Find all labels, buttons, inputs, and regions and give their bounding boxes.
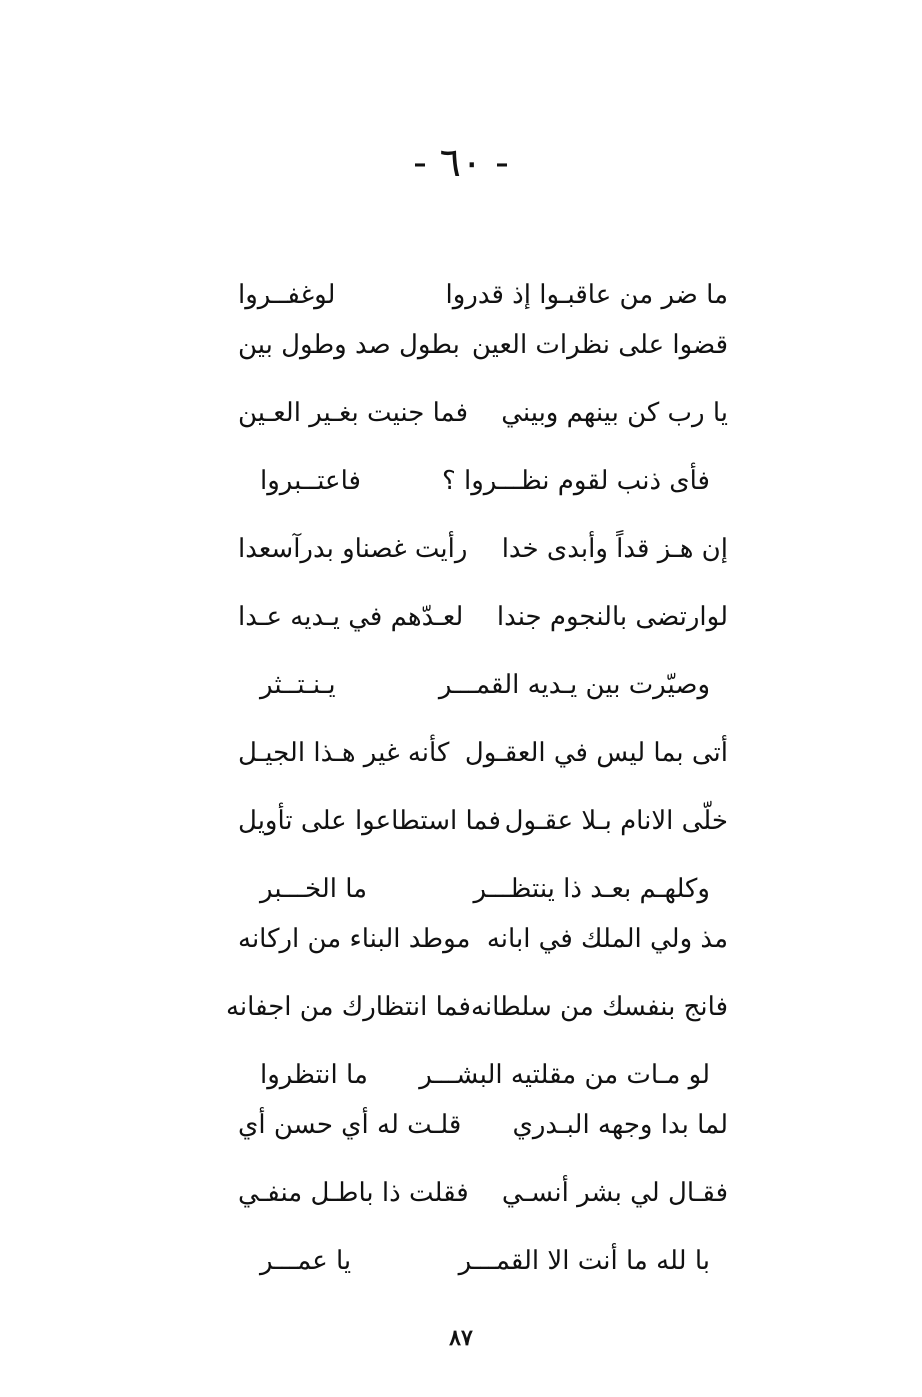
- verse-second-hemistich: يـنـتــثر: [260, 670, 336, 700]
- verse-second-hemistich: كأنه غير هـذا الجيـل: [238, 738, 450, 768]
- verse: [225, 982, 728, 1032]
- verse-refrain: [238, 1050, 728, 1100]
- verse-first-hemistich: وكلهـم بعـد ذا ينتظـــر: [473, 874, 710, 904]
- verse-first-hemistich: خلّى الانام بـلا عقـول: [504, 806, 728, 836]
- verse-second-hemistich: ما انتظروا: [260, 1060, 368, 1090]
- poem-number: - ٦٠ -: [413, 140, 509, 186]
- verse: [238, 1100, 728, 1150]
- verse-second-hemistich: فما جنيت بغـير العـين: [238, 398, 469, 428]
- verse: [238, 1168, 728, 1218]
- verse: [238, 270, 728, 320]
- verse: [238, 914, 728, 964]
- verse-second-hemistich: موطد البناء من اركانه: [238, 924, 471, 954]
- verse-first-hemistich: مذ ولي الملك في ابانه: [486, 924, 728, 954]
- verse-first-hemistich: قضوا على نظرات العين: [471, 330, 728, 360]
- verse: [238, 388, 728, 438]
- verse-first-hemistich: ما ضر من عاقبـوا إذ قدروا: [445, 280, 728, 310]
- verse-second-hemistich: فقلت ذا باطـل منفـي: [238, 1178, 469, 1208]
- verse-first-hemistich: أتى بما ليس في العقـول: [464, 738, 728, 768]
- verse-second-hemistich: يا عمـــر: [260, 1246, 352, 1276]
- verse-first-hemistich: فقـال لي بشر أنسـي: [501, 1178, 728, 1208]
- poem-body: [225, 270, 728, 1286]
- verse-second-hemistich: فما استطاعوا على تأويل: [238, 806, 501, 836]
- page-number: ٨٧: [449, 1325, 473, 1351]
- verse: [238, 320, 728, 370]
- verse-first-hemistich: فانج بنفسك من سلطانه: [470, 992, 728, 1022]
- verse-first-hemistich: وصيّرت بين يـديه القمـــر: [438, 670, 710, 700]
- verse: [238, 796, 728, 846]
- verse-second-hemistich: لوغفــروا: [238, 280, 336, 310]
- verse-second-hemistich: ما الخـــبر: [260, 874, 368, 904]
- verse-second-hemistich: بطول صد وطول بين: [238, 330, 460, 360]
- verse-refrain: [238, 660, 728, 710]
- verse-first-hemistich: لوارتضى بالنجوم جندا: [496, 602, 728, 632]
- verse-second-hemistich: قلـت له أي حسن أي: [238, 1110, 462, 1140]
- verse-second-hemistich: لعـدّهم في يـديه عـدا: [238, 602, 464, 632]
- verse-refrain: [238, 456, 728, 506]
- verse-refrain: [238, 1236, 728, 1286]
- verse: [238, 524, 728, 574]
- verse-second-hemistich: فاعتــبروا: [260, 466, 361, 496]
- verse-first-hemistich: لو مـات من مقلتيه البشـــر: [419, 1060, 710, 1090]
- verse-second-hemistich: فما انتظارك من اجفانه: [225, 992, 471, 1022]
- verse-first-hemistich: لما بدا وجهه البـدري: [512, 1110, 728, 1140]
- verse: [238, 728, 728, 778]
- verse-first-hemistich: با لله ما أنت الا القمـــر: [458, 1246, 710, 1276]
- verse-first-hemistich: فأى ذنب لقوم نظـــروا ؟: [441, 466, 710, 496]
- verse-first-hemistich: إن هـز قداً وأبدى خدا: [501, 534, 728, 564]
- verse-first-hemistich: يا رب كن بينهم وبيني: [501, 398, 728, 428]
- verse: [238, 592, 728, 642]
- verse-refrain: [238, 864, 728, 914]
- verse-second-hemistich: رأيت غصناو بدرآسعدا: [238, 534, 468, 564]
